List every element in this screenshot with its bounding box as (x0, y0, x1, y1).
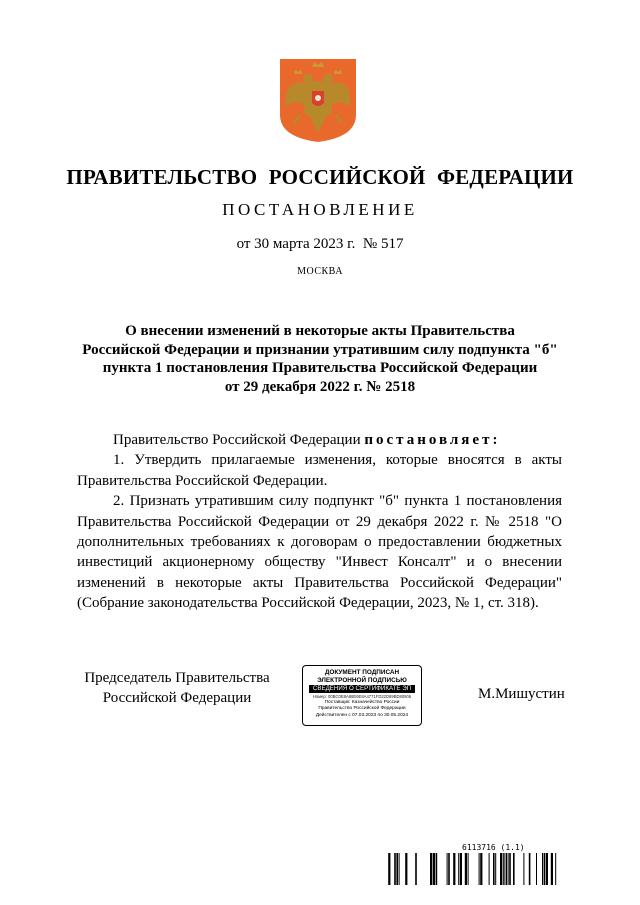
title-line: пункта 1 постановления Правительства Российской Федерации (102, 360, 538, 376)
document-city: МОСКВА (297, 266, 343, 277)
government-title: ПРАВИТЕЛЬСТВО РОССИЙСКОЙ ФЕДЕРАЦИИ (66, 165, 574, 189)
stamp-serial: Номер: 00BC0E8A88E6E8A4771FD22D89BD80906 (312, 694, 412, 699)
decree-verb: постановляет: (364, 432, 501, 448)
coat-of-arms-icon (278, 57, 358, 144)
title-line: Российской Федерации и признании утратившим силу подпункта "б" (82, 341, 558, 358)
item-2-paragraph: 2. Признать утратившим силу подпункт "б" пункта 1 постановления Правительства Российской Федерации от 29 декабря 2022 г. № 2518 "О дополнительных требованиях к договорам о предоставлении бюджетных инвестиций акционерному обществу "Инвест Консалт" и о внесении изменений в некоторые акты Правительства Российской Федерации" (Собрание законодательства Российской Федерации, 2023, № 1, ст. 318). (77, 493, 562, 612)
stamp-line: ДОКУМЕНТ ПОДПИСАН (324, 669, 400, 676)
stamp-validity: Действителен с 07.03.2023 по 30.05.2024 (315, 712, 409, 718)
title-line: О внесении изменений в некоторые акты Правительства (125, 323, 515, 339)
document-type: ПОСТАНОВЛЕНИЕ (222, 200, 418, 219)
intro-paragraph (77, 430, 562, 450)
barcode-number: 6113716 (1.1) (462, 843, 525, 852)
item-1-paragraph: 1. Утвердить прилагаемые изменения, которые вносятся в акты Правительства Российской Федерации. (77, 452, 562, 489)
stamp-supplier: Поставщик: Казначейство России (324, 700, 400, 706)
document-body (77, 430, 562, 614)
document-title (60, 322, 580, 396)
barcode-icon (386, 853, 560, 885)
document-date-number: от 30 марта 2023 г. № 517 (236, 236, 404, 252)
signatory-name: М.Мишустин (478, 686, 565, 702)
electronic-signature-stamp (302, 665, 422, 726)
title-line: от 29 декабря 2022 г. № 2518 (224, 378, 416, 395)
stamp-line: ЭЛЕКТРОННОЙ ПОДПИСЬЮ (317, 676, 407, 684)
position-line: Российской Федерации (102, 690, 252, 706)
intro-text: Правительство Российской Федерации (113, 432, 365, 448)
position-line: Председатель Правительства (84, 670, 270, 686)
stamp-band: СВЕДЕНИЯ О СЕРТИФИКАТЕ ЭП (309, 685, 415, 693)
signatory-position (77, 668, 277, 708)
stamp-owner: Правительство Российской Федерации (318, 706, 406, 712)
stamp-header (303, 669, 421, 684)
